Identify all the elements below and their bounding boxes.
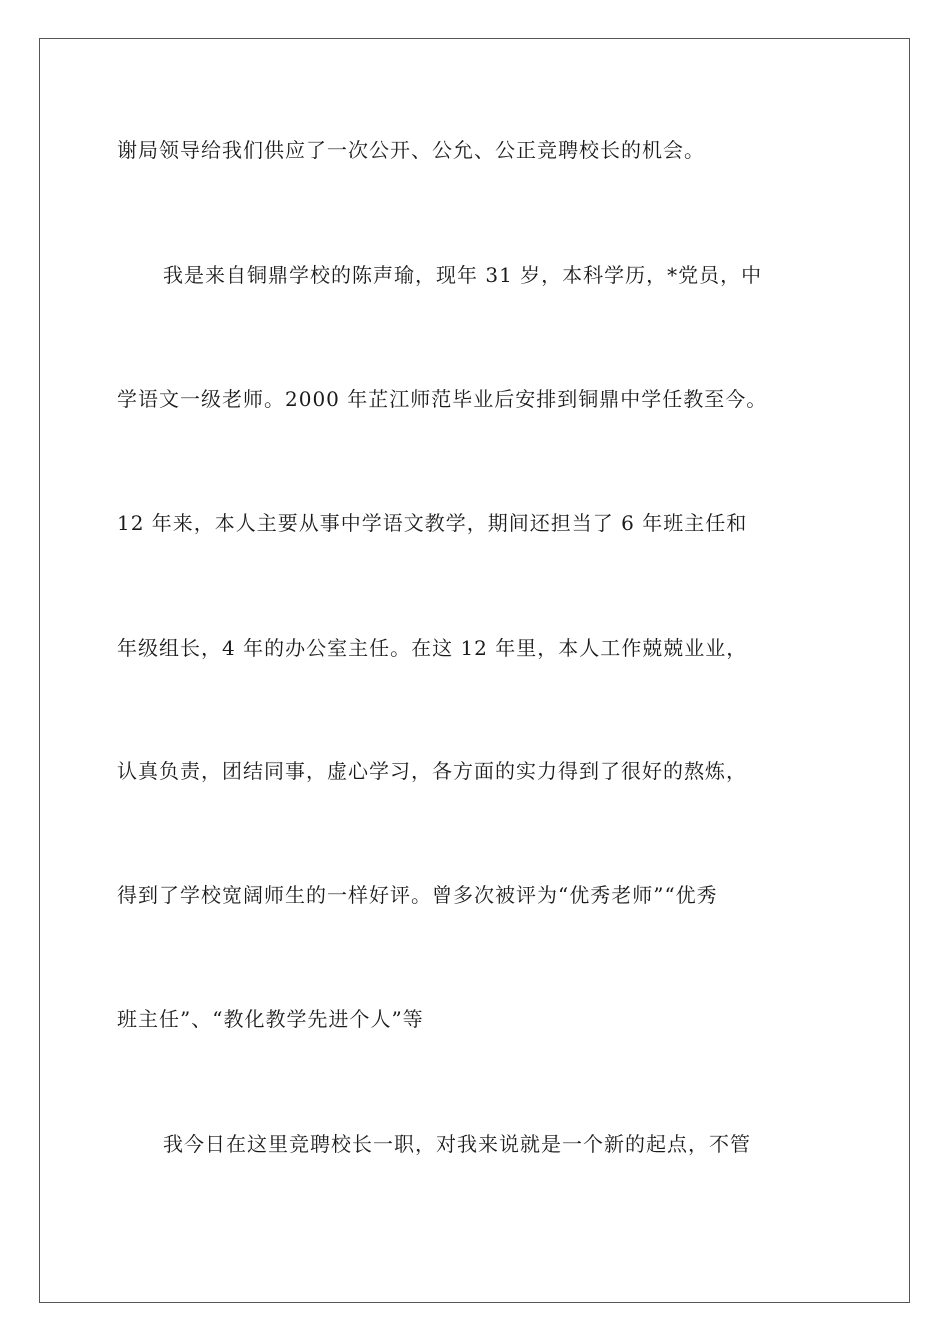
- text-line-1: 谢局领导给我们供应了一次公开、公允、公正竞聘校长的机会。: [117, 138, 705, 162]
- text-line-5: 年级组长，4 年的办公室主任。在这 12 年里，本人工作兢兢业业，: [117, 636, 748, 660]
- text-line-9: 我今日在这里竞聘校长一职，对我来说就是一个新的起点，不管: [163, 1132, 751, 1156]
- text-line-3: 学语文一级老师。2000 年芷江师范毕业后安排到铜鼎中学任教至今。: [117, 387, 768, 411]
- text-line-7: 得到了学校宽阔师生的一样好评。曾多次被评为“优秀老师”“优秀: [117, 883, 718, 907]
- text-line-2: 我是来自铜鼎学校的陈声瑜，现年 31 岁，本科学历，*党员，中: [163, 263, 763, 287]
- text-line-8: 班主任”、“教化教学先进个人”等: [117, 1007, 424, 1031]
- page-border: [39, 38, 910, 1303]
- text-line-6: 认真负责，团结同事，虚心学习，各方面的实力得到了很好的熬炼，: [117, 759, 747, 783]
- text-line-4: 12 年来，本人主要从事中学语文教学，期间还担当了 6 年班主任和: [117, 511, 748, 535]
